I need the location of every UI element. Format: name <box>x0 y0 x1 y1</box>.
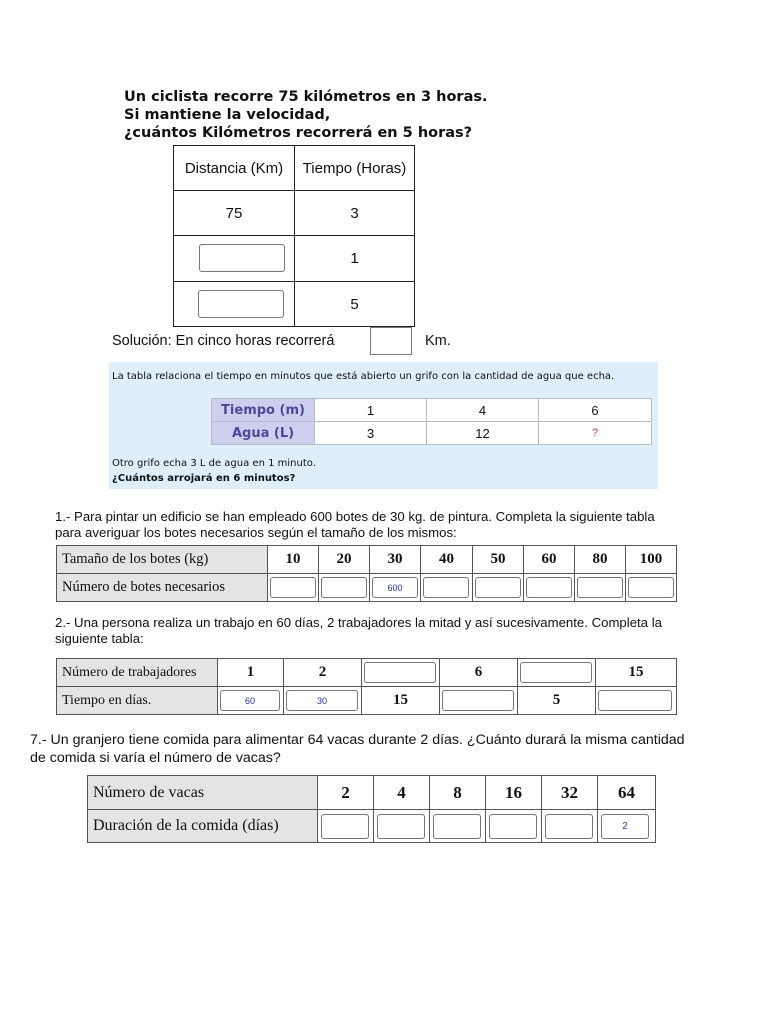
pintura-tamano: 100 <box>626 546 677 574</box>
ciclista-celda-distancia <box>174 282 295 327</box>
pintura-celda-input <box>370 574 421 602</box>
pintura-botes-input[interactable] <box>372 577 418 598</box>
dias-celda-input <box>218 687 284 715</box>
trabajadores-enunciado-1: 2.- Una persona realiza un trabajo en 60 días, 2 trabajadores la mitad y así sucesivamente. Completa la <box>55 615 662 630</box>
pintura-tamano: 30 <box>370 546 421 574</box>
vacas-enunciado-1: 7.- Un granjero tiene comida para alimentar 64 vacas durante 2 días. ¿Cuánto durará la misma cantidad <box>30 732 685 748</box>
duracion-celda-input <box>486 810 542 843</box>
vacas-valor: 8 <box>430 776 486 810</box>
trabajadores-celda-input <box>518 659 596 687</box>
grifo-enunciado: La tabla relaciona el tiempo en minutos que está abierto un grifo con la cantidad de agua que echa. <box>112 371 615 382</box>
grifo-encabezado-agua: Agua (L) <box>212 422 315 445</box>
ciclista-celda-tiempo: 1 <box>295 236 415 282</box>
trabajadores-valor: 6 <box>440 659 518 687</box>
vacas-valor: 4 <box>374 776 430 810</box>
grifo-celda: 3 <box>315 422 427 445</box>
pintura-celda-input <box>575 574 626 602</box>
dias-celda-input <box>596 687 677 715</box>
duracion-celda-input <box>430 810 486 843</box>
vacas-valor: 32 <box>542 776 598 810</box>
pintura-tamano: 20 <box>319 546 370 574</box>
pintura-botes-input[interactable] <box>423 577 469 598</box>
pintura-tamano: 50 <box>473 546 524 574</box>
duracion-celda-input <box>542 810 598 843</box>
vacas-etiqueta: Número de vacas <box>88 776 318 810</box>
dias-valor: 15 <box>362 687 440 715</box>
pintura-botes-input[interactable] <box>526 577 572 598</box>
ciclista-titulo-linea-1: Un ciclista recorre 75 kilómetros en 3 horas. <box>124 89 488 105</box>
duracion-celda-input <box>374 810 430 843</box>
duracion-input[interactable] <box>321 814 369 839</box>
pintura-enunciado-2: para averiguar los botes necesarios según el tamaño de los mismos: <box>55 525 457 540</box>
pintura-tamano: 60 <box>524 546 575 574</box>
dias-etiqueta: Tiempo en días. <box>57 687 218 715</box>
ciclista-celda-distancia <box>174 236 295 282</box>
vacas-valor: 2 <box>318 776 374 810</box>
pintura-botes-input[interactable] <box>270 577 316 598</box>
ciclista-titulo-linea-2: Si mantiene la velocidad, <box>124 107 331 123</box>
pintura-etiqueta-tamano: Tamaño de los botes (kg) <box>57 546 268 574</box>
pintura-tamano: 40 <box>421 546 473 574</box>
duracion-input[interactable] <box>377 814 425 839</box>
ciclista-distancia-input[interactable] <box>198 290 284 318</box>
duracion-celda-input <box>598 810 656 843</box>
duracion-input[interactable] <box>433 814 481 839</box>
ciclista-tabla <box>173 145 415 327</box>
dias-celda-input <box>284 687 362 715</box>
ciclista-titulo <box>124 88 488 142</box>
vacas-valor: 16 <box>486 776 542 810</box>
pintura-celda-input <box>524 574 575 602</box>
grifo-tabla <box>211 398 652 445</box>
pintura-etiqueta-botes: Número de botes necesarios <box>57 574 268 602</box>
trabajadores-etiqueta: Número de trabajadores <box>57 659 218 687</box>
ciclista-encabezado-tiempo: Tiempo (Horas) <box>295 146 415 191</box>
pintura-celda-input <box>319 574 370 602</box>
ciclista-solucion-texto: Solución: En cinco horas recorrerá <box>112 333 335 349</box>
pintura-enunciado-1: 1.- Para pintar un edificio se han empleado 600 botes de 30 kg. de pintura. Completa la siguiente tabla <box>55 509 655 524</box>
grifo-interrogacion: ? <box>539 422 652 445</box>
grifo-celda: 1 <box>315 399 427 422</box>
duracion-input[interactable] <box>545 814 593 839</box>
grifo-celda: 4 <box>427 399 539 422</box>
duracion-input[interactable] <box>489 814 537 839</box>
pintura-celda-input <box>268 574 319 602</box>
dias-celda-input <box>440 687 518 715</box>
ciclista-titulo-linea-3: ¿cuántos Kilómetros recorrerá en 5 horas? <box>124 125 473 141</box>
trabajadores-input[interactable] <box>520 662 592 683</box>
pintura-botes-input[interactable] <box>475 577 521 598</box>
trabajadores-celda-input <box>362 659 440 687</box>
trabajadores-enunciado-2: siguiente tabla: <box>55 631 144 646</box>
pintura-tamano: 10 <box>268 546 319 574</box>
ciclista-celda-tiempo: 3 <box>295 191 415 236</box>
grifo-celda: 12 <box>427 422 539 445</box>
trabajadores-input[interactable] <box>364 662 436 683</box>
dias-input[interactable] <box>220 690 280 711</box>
grifo-celda: 6 <box>539 399 652 422</box>
vacas-tabla <box>87 775 656 843</box>
grifo-encabezado-tiempo: Tiempo (m) <box>212 399 315 422</box>
grifo-pregunta-1: Otro grifo echa 3 L de agua en 1 minuto. <box>112 458 316 469</box>
pintura-botes-input[interactable] <box>628 577 674 598</box>
duracion-input[interactable] <box>601 814 649 839</box>
duracion-etiqueta: Duración de la comida (días) <box>88 810 318 843</box>
pintura-tabla <box>56 545 677 602</box>
ciclista-encabezado-distancia: Distancia (Km) <box>174 146 295 191</box>
grifo-pregunta-2: ¿Cuántos arrojará en 6 minutos? <box>112 473 296 484</box>
pintura-celda-input <box>421 574 473 602</box>
ciclista-celda-distancia: 75 <box>174 191 295 236</box>
pintura-botes-input[interactable] <box>577 577 623 598</box>
pintura-tamano: 80 <box>575 546 626 574</box>
pintura-celda-input <box>473 574 524 602</box>
ciclista-solucion-input[interactable] <box>370 327 412 355</box>
pintura-botes-input[interactable] <box>321 577 367 598</box>
dias-valor: 5 <box>518 687 596 715</box>
grifo-panel <box>109 362 658 489</box>
trabajadores-tabla <box>56 658 677 715</box>
trabajadores-valor: 2 <box>284 659 362 687</box>
dias-input[interactable] <box>598 690 672 711</box>
trabajadores-valor: 1 <box>218 659 284 687</box>
trabajadores-valor: 15 <box>596 659 677 687</box>
ciclista-distancia-input[interactable] <box>199 244 285 272</box>
dias-input[interactable] <box>286 690 358 711</box>
vacas-enunciado-2: de comida si varía el número de vacas? <box>30 750 281 766</box>
ciclista-unidad: Km. <box>425 333 451 349</box>
ciclista-celda-tiempo: 5 <box>295 282 415 327</box>
vacas-valor: 64 <box>598 776 656 810</box>
dias-input[interactable] <box>442 690 514 711</box>
duracion-celda-input <box>318 810 374 843</box>
pintura-celda-input <box>626 574 677 602</box>
